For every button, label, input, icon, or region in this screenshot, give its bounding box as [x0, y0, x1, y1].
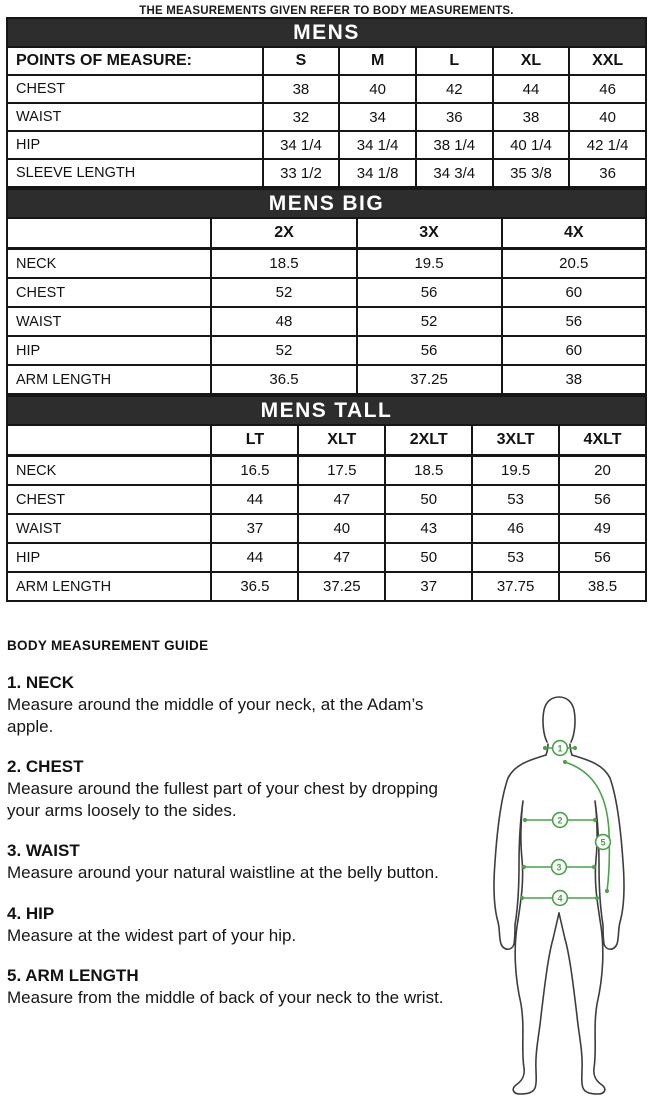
cell: 56	[559, 485, 646, 514]
cell: 52	[211, 336, 356, 365]
cell: 38	[263, 75, 340, 103]
cell: 46	[472, 514, 559, 543]
cell: 36.5	[211, 365, 356, 394]
cell: 53	[472, 485, 559, 514]
cell: 37.25	[357, 365, 502, 394]
header-cell: L	[416, 47, 493, 75]
cell: 40	[339, 75, 416, 103]
cell: 20.5	[502, 249, 646, 279]
row-label: HIP	[7, 131, 263, 159]
table-title-regular: MENS	[293, 20, 360, 44]
header-cell: 4XLT	[559, 425, 646, 456]
cell: 40 1/4	[493, 131, 570, 159]
cell: 49	[559, 514, 646, 543]
guide-item-label: 3. WAIST	[7, 841, 80, 861]
table-title-bold: TALL	[334, 398, 393, 422]
cell: 40	[569, 103, 646, 131]
row-label: CHEST	[7, 278, 211, 307]
table-row	[7, 103, 646, 131]
table-header-row	[7, 47, 646, 75]
table-row	[7, 365, 646, 394]
cell: 37	[211, 514, 298, 543]
cell: 38 1/4	[416, 131, 493, 159]
header-cell: 4X	[502, 218, 646, 249]
header-cell	[7, 425, 211, 456]
marker-number: 4	[557, 893, 563, 904]
marker-number: 5	[600, 837, 606, 848]
header-cell: POINTS OF MEASURE:	[7, 47, 263, 75]
cell: 17.5	[298, 456, 385, 486]
header-cell: XL	[493, 47, 570, 75]
cell: 38	[493, 103, 570, 131]
cell: 36.5	[211, 572, 298, 601]
guide-item-neck	[7, 673, 469, 737]
mens-big-table	[6, 188, 647, 395]
header-cell: LT	[211, 425, 298, 456]
cell: 47	[298, 485, 385, 514]
guide-item-label: 5. ARM LENGTH	[7, 966, 139, 986]
cell: 56	[357, 278, 502, 307]
guide-item-label: 2. CHEST	[7, 757, 84, 777]
cell: 42 1/4	[569, 131, 646, 159]
header-cell: S	[263, 47, 340, 75]
guide-item-label: 4. HIP	[7, 903, 55, 923]
table-row	[7, 514, 646, 543]
body-figure-illustration	[458, 694, 653, 1099]
cell: 43	[385, 514, 472, 543]
cell: 52	[211, 278, 356, 307]
cell: 37.25	[298, 572, 385, 601]
mens-table-title-bar	[7, 18, 646, 47]
cell: 44	[211, 485, 298, 514]
table-row	[7, 543, 646, 572]
measurement-line-chest-icon	[523, 813, 597, 828]
mens-tall-table-title-bar	[7, 396, 646, 425]
cell: 44	[493, 75, 570, 103]
cell: 40	[298, 514, 385, 543]
row-label: WAIST	[7, 514, 211, 543]
row-label: CHEST	[7, 485, 211, 514]
row-label: HIP	[7, 336, 211, 365]
cell: 32	[263, 103, 340, 131]
guide-title: BODY MEASUREMENT GUIDE	[7, 638, 209, 653]
header-cell	[7, 218, 211, 249]
cell: 44	[211, 543, 298, 572]
cell: 36	[569, 159, 646, 187]
guide-item-text: Measure from the middle of back of your neck to the wrist.	[7, 988, 444, 1008]
cell: 50	[385, 543, 472, 572]
cell: 38	[502, 365, 646, 394]
table-title	[7, 189, 646, 218]
guide-item-text: Measure around your natural waistline at the belly button.	[7, 863, 439, 883]
header-cell: 2X	[211, 218, 356, 249]
guide-item-hip	[7, 904, 469, 947]
header-cell: 2XLT	[385, 425, 472, 456]
row-label: CHEST	[7, 75, 263, 103]
cell: 34	[339, 103, 416, 131]
cell: 56	[357, 336, 502, 365]
guide-item-label: 1. NECK	[7, 673, 75, 692]
measurement-line-arm-icon	[563, 760, 611, 893]
guide-item-chest	[7, 757, 469, 821]
header-cell: XXL	[569, 47, 646, 75]
cell: 56	[559, 543, 646, 572]
cell: 42	[416, 75, 493, 103]
guide-item-waist	[7, 841, 469, 884]
cell: 19.5	[357, 249, 502, 279]
table-header-row	[7, 425, 646, 456]
header-cell: XLT	[298, 425, 385, 456]
row-label: ARM LENGTH	[7, 365, 211, 394]
cell: 18.5	[211, 249, 356, 279]
mens-big-table-title-bar	[7, 189, 646, 218]
cell: 53	[472, 543, 559, 572]
cell: 34 1/4	[263, 131, 340, 159]
table-row	[7, 249, 646, 279]
table-row	[7, 456, 646, 486]
guide-item-arm-length	[7, 966, 469, 1009]
measurement-line-waist-icon	[522, 860, 596, 875]
marker-number: 2	[557, 815, 563, 826]
body-measurement-guide	[7, 638, 469, 1009]
table-row	[7, 336, 646, 365]
guide-item-text: Measure around the middle of your neck, at the Adam’s apple.	[7, 695, 424, 736]
cell: 20	[559, 456, 646, 486]
cell: 60	[502, 336, 646, 365]
cell: 34 3/4	[416, 159, 493, 187]
cell: 36	[416, 103, 493, 131]
cell: 33 1/2	[263, 159, 340, 187]
table-row	[7, 278, 646, 307]
table-title-regular: MENS	[260, 398, 328, 422]
cell: 37.75	[472, 572, 559, 601]
row-label: WAIST	[7, 103, 263, 131]
table-row	[7, 159, 646, 187]
header-cell: M	[339, 47, 416, 75]
row-label: NECK	[7, 249, 211, 279]
row-label: SLEEVE LENGTH	[7, 159, 263, 187]
row-label: NECK	[7, 456, 211, 486]
cell: 46	[569, 75, 646, 103]
cell: 34 1/8	[339, 159, 416, 187]
table-title	[7, 396, 646, 425]
row-label: WAIST	[7, 307, 211, 336]
cell: 38.5	[559, 572, 646, 601]
guide-item-text: Measure around the fullest part of your chest by dropping your arms loosely to the sides.	[7, 779, 438, 820]
marker-number: 3	[556, 862, 562, 873]
mens-tall-table	[6, 395, 647, 602]
row-label: ARM LENGTH	[7, 572, 211, 601]
cell: 60	[502, 278, 646, 307]
cell: 16.5	[211, 456, 298, 486]
guide-item-text: Measure at the widest part of your hip.	[7, 925, 297, 945]
cell: 47	[298, 543, 385, 572]
marker-number: 1	[557, 743, 563, 754]
cell: 52	[357, 307, 502, 336]
cell: 34 1/4	[339, 131, 416, 159]
cell: 50	[385, 485, 472, 514]
table-row	[7, 572, 646, 601]
top-note: THE MEASUREMENTS GIVEN REFER TO BODY MEASUREMENTS.	[139, 5, 514, 17]
mens-table	[6, 17, 647, 188]
cell: 18.5	[385, 456, 472, 486]
table-row	[7, 485, 646, 514]
table-title-regular: MENS	[268, 191, 336, 215]
row-label: HIP	[7, 543, 211, 572]
table-header-row	[7, 218, 646, 249]
table-row	[7, 131, 646, 159]
cell: 37	[385, 572, 472, 601]
table-row	[7, 307, 646, 336]
cell: 35 3/8	[493, 159, 570, 187]
cell: 48	[211, 307, 356, 336]
measurement-line-hip-icon	[520, 891, 599, 906]
header-cell: 3X	[357, 218, 502, 249]
table-title-bold: BIG	[342, 191, 385, 215]
header-cell: 3XLT	[472, 425, 559, 456]
cell: 19.5	[472, 456, 559, 486]
table-title	[7, 18, 646, 47]
cell: 56	[502, 307, 646, 336]
table-row	[7, 75, 646, 103]
